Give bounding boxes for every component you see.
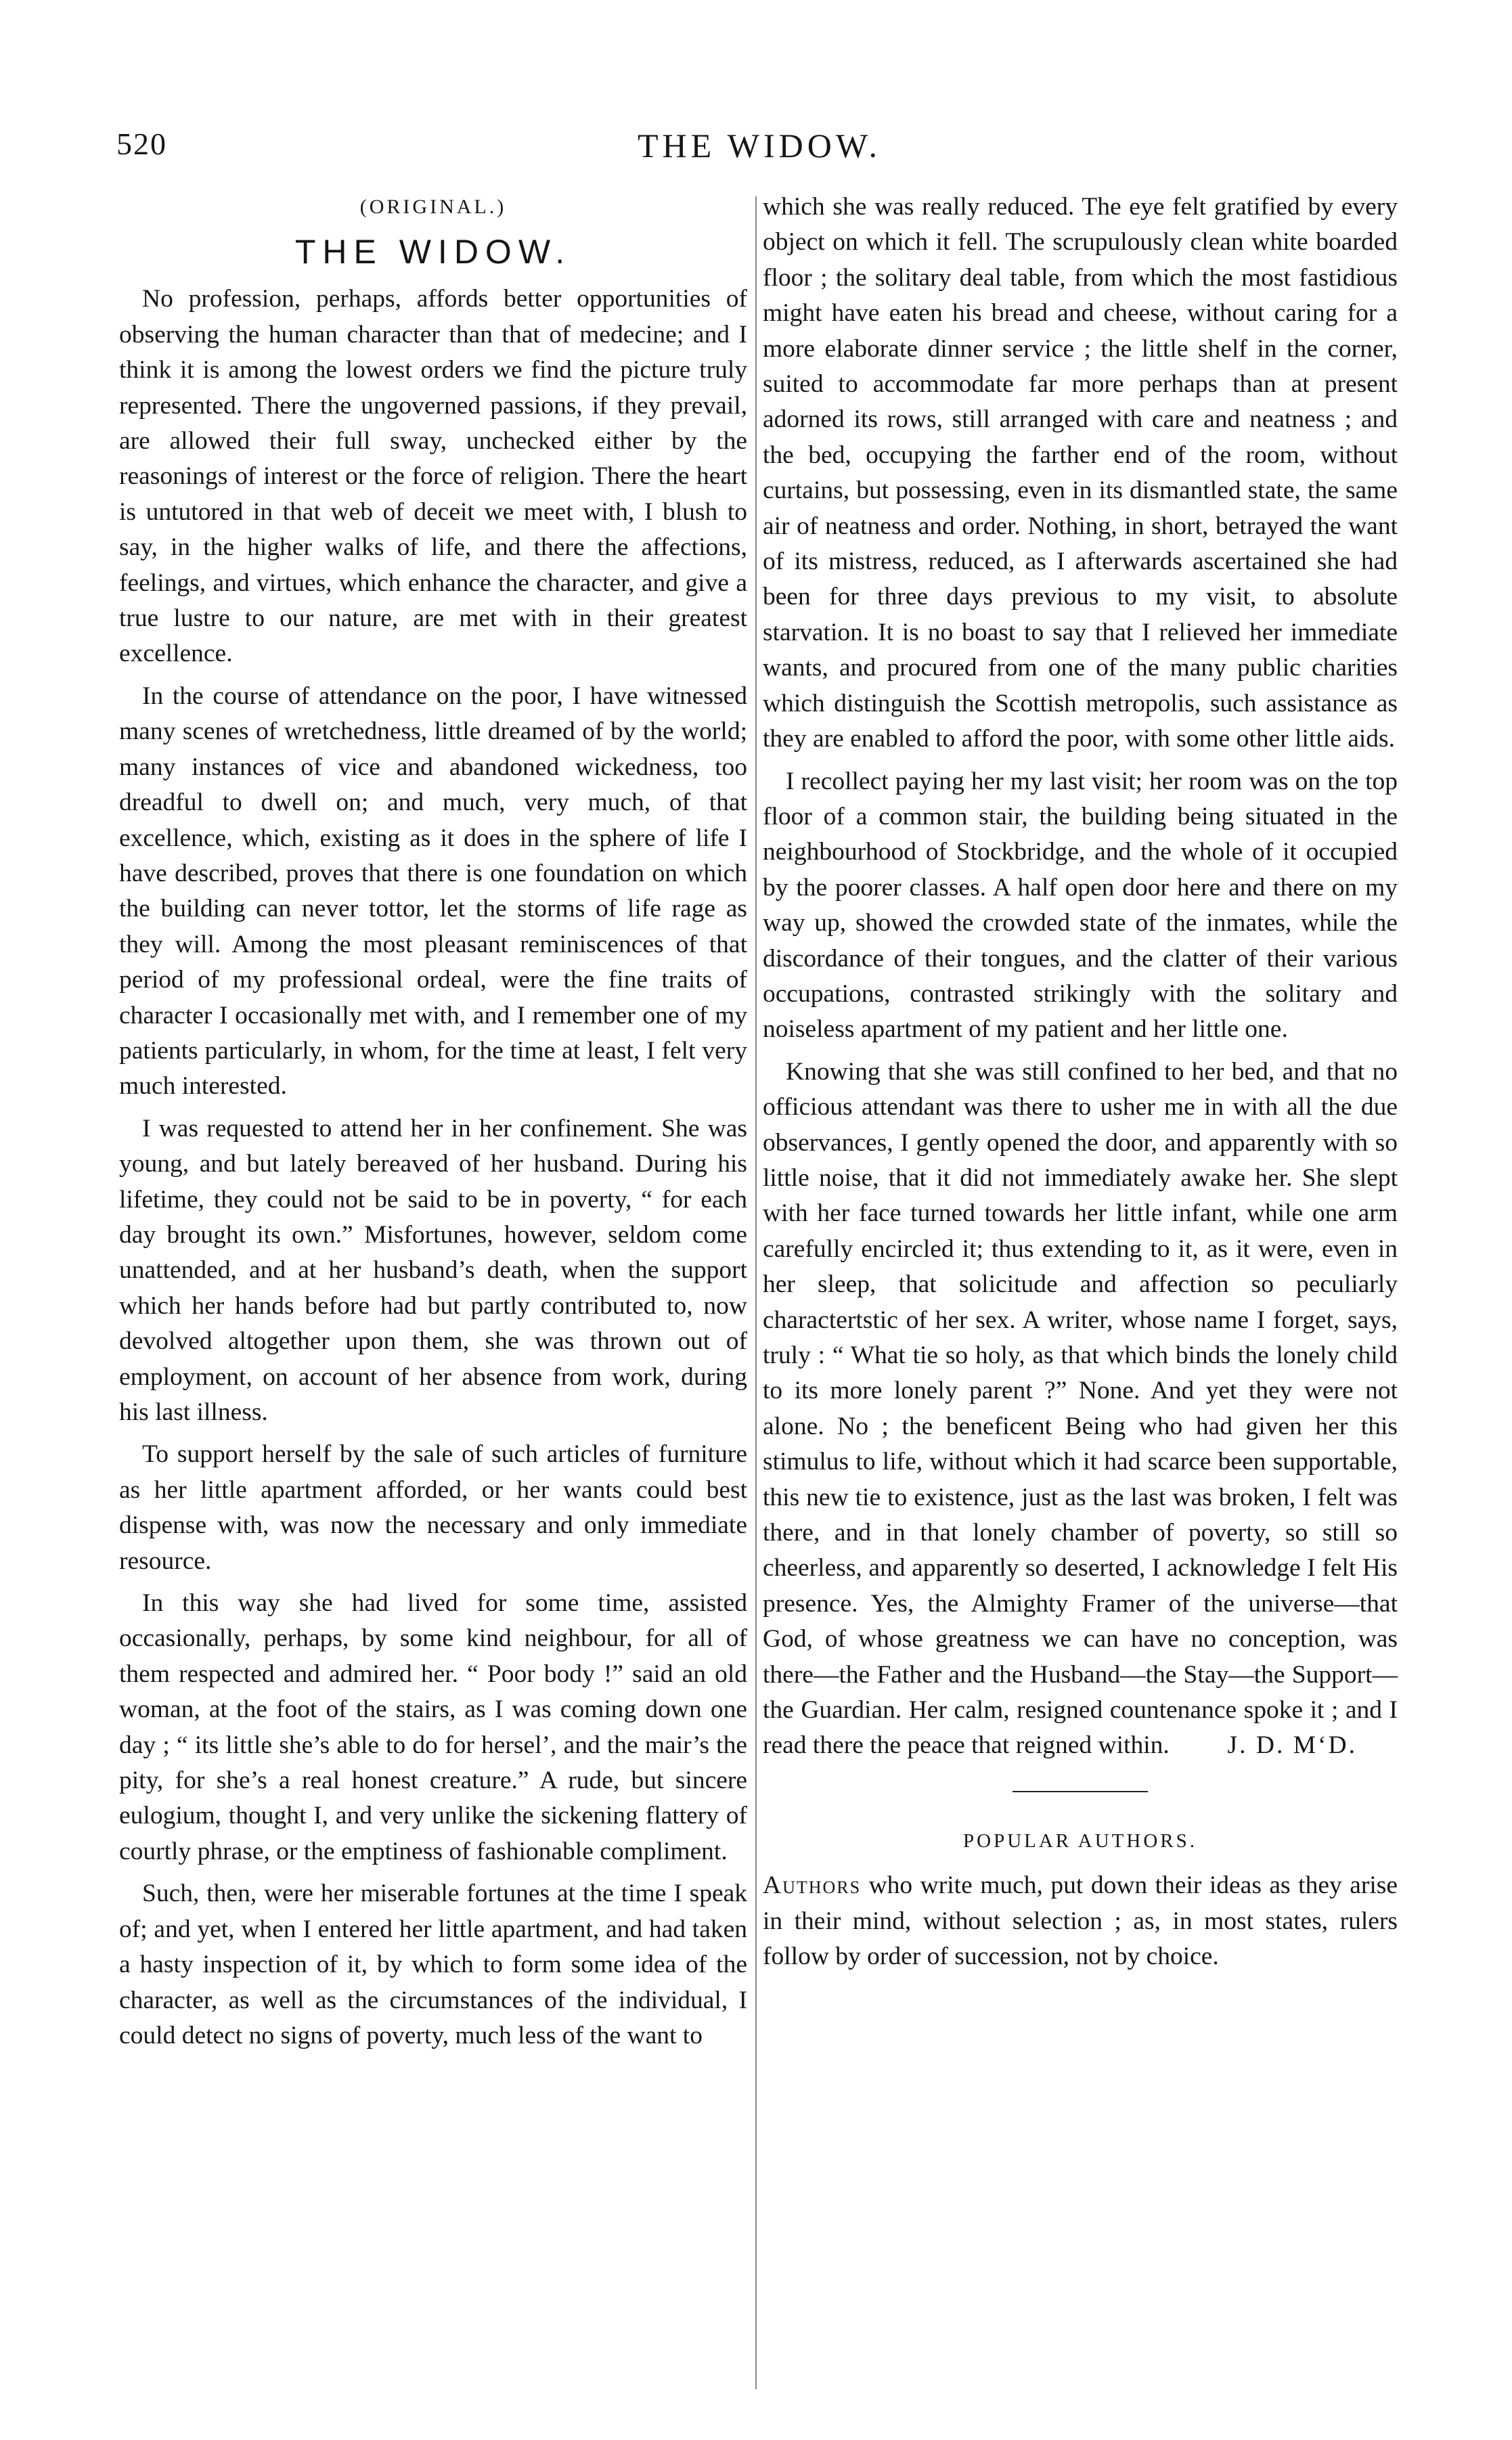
- right-column: [763, 190, 1398, 1975]
- paragraph-text: Knowing that she was still confined to her bed, and that no officious attendant was there to usher me in with all the due observances, I gently opened the door, and apparently with so little noise, that it did not immediately awake her. She slept with her face turned towards her little infant, while one arm carefully encircled it; thus extending to it, as it were, even in her sleep, that solicitude and affection so peculiarly charactertstic of her sex. A writer, whose name I forget, says, truly : “ What tie so holy, as that which binds the lonely child to its more lonely parent ?” None. And yet they were not alone. No ; the beneficent Being who had given her this stimulus to life, without which it had scarce been supportable, this new tie to existence, just as the last was broken, I felt was there, and in that lonely chamber of poverty, so still so cheerless, and apparently so deserted, I acknowledge I felt His presence. Yes, the Almighty Framer of the universe—that God, of whose greatness we can have no conception, was there—the Father and the Husband—the Stay—the Support—the Guardian. Her calm, resigned countenance spoke it ; and I read there the peace that reigned within.: [763, 1057, 1398, 1760]
- column-divider: [755, 196, 757, 2389]
- paragraph: In this way she had lived for some time, assisted occasionally, perhaps, by some kind neighbour, for all of them respected and admired her. “ Poor body !” said an old woman, at the foot of the stairs, as I was coming down one day ; “ its little she’s able to do for hersel’, and the mair’s the pity, for she’s a real honest creature.” A rude, but sincere eulogium, thought I, and very unlike the sickening flattery of courtly phrase, or the emptiness of fashionable compliment.: [119, 1589, 747, 1865]
- section-heading: POPULAR AUTHORS.: [963, 1829, 1197, 1852]
- section-divider: [1013, 1791, 1148, 1792]
- paragraph: To support herself by the sale of such articles of furniture as her little apartment afforded, or her wants could best dispense with, was now the necessary and only immediate resource.: [119, 1440, 747, 1575]
- paragraph: [763, 1868, 1398, 1974]
- author-signature: J. D. M‘D.: [1227, 1731, 1357, 1760]
- left-column: [119, 190, 747, 2054]
- running-title: THE WIDOW.: [638, 127, 881, 164]
- paragraph: I recollect paying her my last visit; her room was on the top floor of a common stair, the building being situated in the neighbourhood of Stockbridge, and the whole of it occupied by the poorer classes. A half open door here and there on my way up, showed the crowded state of the inmates, while the discordance of their tongues, and the clatter of their various occupations, contrasted strikingly with the solitary and noiseless apartment of my patient and her little one.: [763, 767, 1398, 1044]
- article-label: (ORIGINAL.): [359, 196, 507, 218]
- paragraph: Such, then, were her miserable fortunes at the time I speak of; and yet, when I entered her little apartment, and had taken a hasty inspection of it, by which to form some idea of the character, as well as the circumstances of the individual, I could detect no signs of poverty, much less of the want to: [119, 1880, 747, 2049]
- paragraph: No profession, perhaps, affords better opportunities of observing the human character than that of medecine; and I think it is among the lowest orders we find the picture truly represented. There the ungoverned passions, if they prevail, are allowed their full sway, unchecked either by the reasonings of interest or the force of religion. There the heart is untutored in that web of deceit we meet with, I blush to say, in the higher walks of life, and there the affections, feelings, and virtues, which enhance the character, and give a true lustre to our nature, are met with in their greatest excellence.: [119, 285, 747, 668]
- page-number: 520: [116, 127, 167, 161]
- running-head: [116, 126, 1402, 173]
- paragraph: I was requested to attend her in her confinement. She was young, and but lately bereaved of her husband. During his lifetime, they could not be said to be in poverty, “ for each day brought its own.” Misfortunes, however, seldom come unattended, and at her husband’s death, when the support which her hands before had but partly contributed to, now devolved altogether upon them, she was thrown out of employment, on account of her absence from work, during his last illness.: [119, 1114, 747, 1426]
- article-title: THE WIDOW.: [294, 233, 572, 271]
- paragraph-continued: which she was really reduced. The eye felt gratified by every object on which it fell. The scrupulously clean white boarded floor ; the solitary deal table, from which the most fastidious might have eaten his bread and cheese, without caring for a more elaborate dinner service ; the little shelf in the corner, suited to accommodate far more perhaps than at present adorned its rows, still arranged with care and neatness ; and the bed, occupying the farther end of the room, without curtains, but possessing, even in its dismantled state, the same air of neatness and order. Nothing, in short, betrayed the want of its mistress, reduced, as I afterwards ascertained she had been for three days previous to my visit, to absolute starvation. It is no boast to say that I relieved her immediate wants, and procured from one of the many public charities which distinguish the Scottish metropolis, such assistance as they are enabled to afford the poor, with some other little aids.: [763, 193, 1398, 753]
- paragraph: [763, 1055, 1398, 1764]
- paragraph: In the course of attendance on the poor, I have witnessed many scenes of wretchedness, little dreamed of by the world; many instances of vice and abandoned wickedness, too dreadful to dwell on; and much, very much, of that excellence, which, existing as it does in the sphere of life I have described, proves that there is one foundation on which the building can never tottor, let the storms of life rage as they will. Among the most pleasant reminiscences of that period of my professional ordeal, were the fine traits of character I occasionally met with, and I remember one of my patients particularly, in whom, for the time at least, I felt very much interested.: [119, 682, 747, 1101]
- lead-word: Authors: [763, 1871, 862, 1900]
- paragraph-text: who write much, put down their ideas as they arise in their mind, without selection ; as, in most states, rulers follow by order of succession, not by choice.: [763, 1871, 1398, 1971]
